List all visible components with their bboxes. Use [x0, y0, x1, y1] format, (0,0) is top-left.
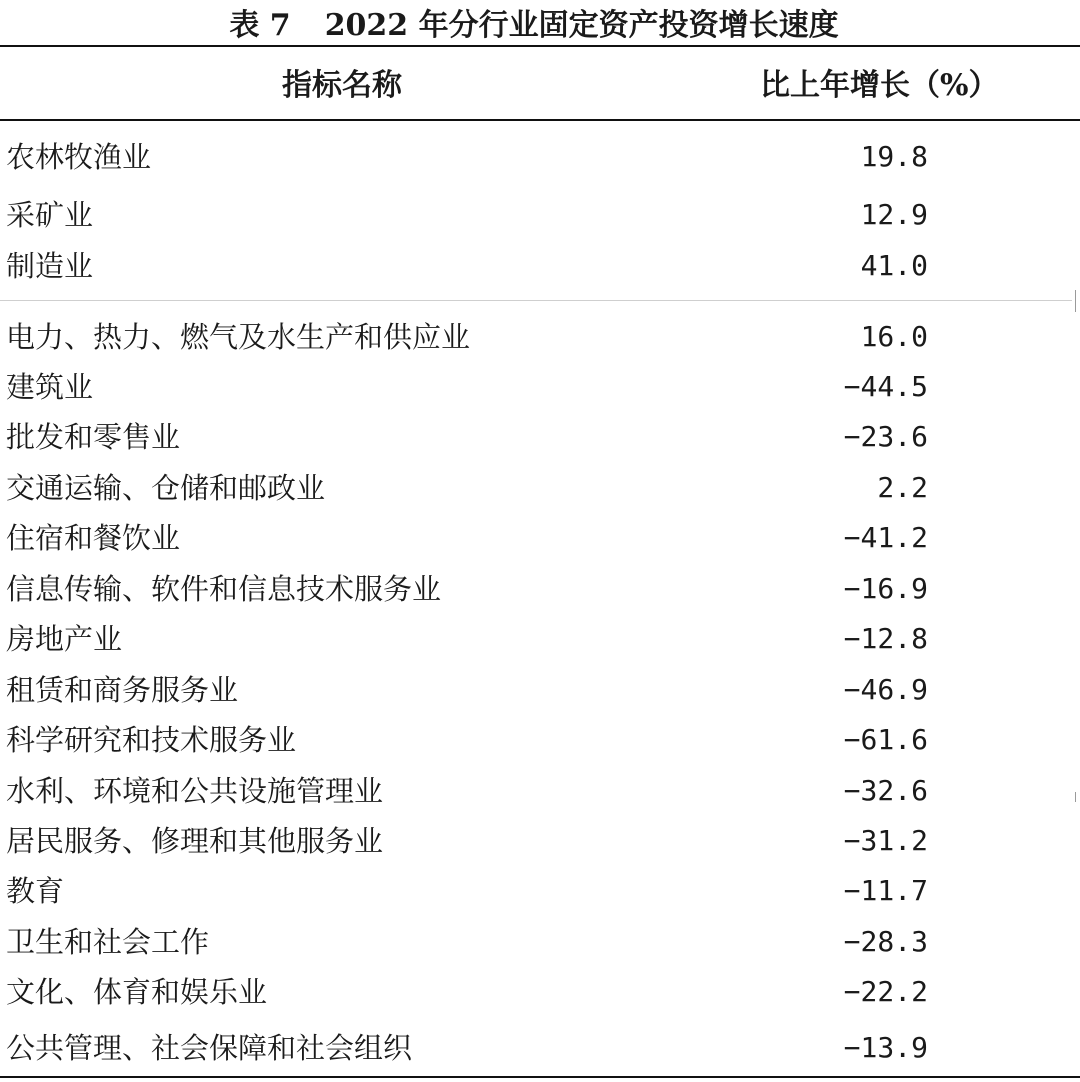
column-header-indicator: 指标名称 [282, 68, 402, 103]
industry-name: 制造业 [6, 249, 94, 283]
table-row [0, 768, 1080, 814]
industry-name: 文化、体育和娱乐业 [6, 975, 268, 1009]
industry-name: 电力、热力、燃气及水生产和供应业 [6, 320, 471, 354]
column-header-growth: 比上年增长（%） [760, 68, 999, 103]
growth-value: −13.9 [843, 1031, 928, 1064]
growth-value: −46.9 [843, 673, 928, 706]
edge-marker [1075, 290, 1076, 312]
section-divider [0, 300, 1072, 301]
industry-name: 教育 [6, 874, 65, 908]
industry-name: 批发和零售业 [6, 420, 181, 454]
growth-value: −61.6 [843, 723, 928, 756]
table-header-row [0, 60, 1080, 112]
industry-name: 水利、环境和公共设施管理业 [6, 774, 384, 808]
top-rule [0, 45, 1080, 47]
table-row [0, 243, 1080, 289]
growth-value: −31.2 [843, 824, 928, 857]
industry-name: 房地产业 [6, 622, 123, 656]
table-number: 表 7 [229, 8, 291, 43]
growth-value: 2.2 [877, 471, 928, 504]
table-title [0, 6, 1068, 46]
table-row [0, 868, 1080, 914]
growth-value: −44.5 [843, 370, 928, 403]
table-row [0, 566, 1080, 612]
growth-value: −23.6 [843, 420, 928, 453]
industry-name: 采矿业 [6, 198, 94, 232]
header-rule [0, 119, 1080, 121]
industry-name: 建筑业 [6, 370, 94, 404]
table-row [0, 134, 1080, 180]
growth-value: −22.2 [843, 975, 928, 1008]
growth-value: 19.8 [860, 140, 928, 173]
table-row [0, 616, 1080, 662]
table-row [0, 818, 1080, 864]
growth-value: −32.6 [843, 774, 928, 807]
industry-name: 卫生和社会工作 [6, 925, 210, 959]
bottom-rule [0, 1076, 1080, 1078]
industry-name: 租赁和商务服务业 [6, 673, 239, 707]
table-row [0, 515, 1080, 561]
table-row [0, 192, 1080, 238]
growth-value: 16.0 [860, 320, 928, 353]
table-row [0, 969, 1080, 1015]
table-title-text: 2022 年分行业固定资产投资增长速度 [324, 8, 839, 43]
growth-value: −28.3 [843, 925, 928, 958]
industry-name: 农林牧渔业 [6, 140, 152, 174]
industry-name: 公共管理、社会保障和社会组织 [6, 1031, 413, 1065]
table-row [0, 667, 1080, 713]
growth-value: −11.7 [843, 874, 928, 907]
industry-name: 交通运输、仓储和邮政业 [6, 471, 326, 505]
industry-name: 居民服务、修理和其他服务业 [6, 824, 384, 858]
growth-value: 41.0 [860, 249, 928, 282]
table-row [0, 465, 1080, 511]
growth-value: −16.9 [843, 572, 928, 605]
industry-name: 科学研究和技术服务业 [6, 723, 297, 757]
table-row [0, 1025, 1080, 1071]
table-row [0, 717, 1080, 763]
industry-name: 信息传输、软件和信息技术服务业 [6, 572, 442, 606]
growth-value: −12.8 [843, 622, 928, 655]
table-row [0, 364, 1080, 410]
industry-name: 住宿和餐饮业 [6, 521, 181, 555]
growth-value: 12.9 [860, 198, 928, 231]
table-row [0, 919, 1080, 965]
table-row [0, 414, 1080, 460]
table-row [0, 314, 1080, 360]
growth-value: −41.2 [843, 521, 928, 554]
